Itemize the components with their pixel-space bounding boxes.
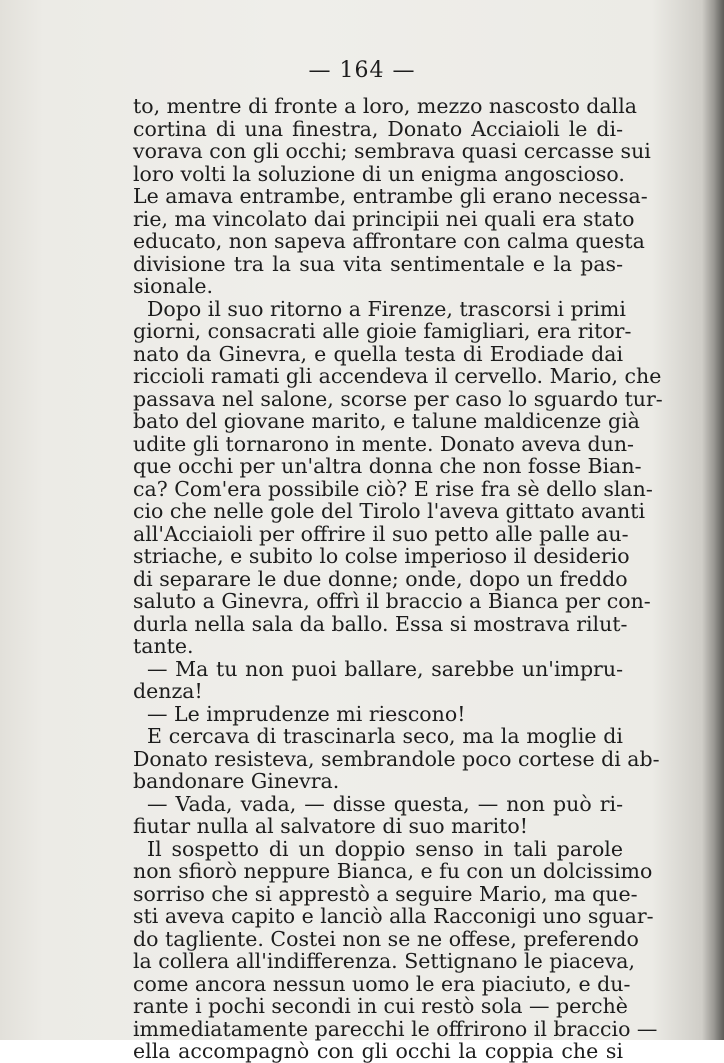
text-line: educato, non sapeva affrontare con calma questa [133, 229, 645, 253]
text-line: giorni, consacrati alle gioie famigliari, era ritor- [133, 319, 632, 343]
text-line: ella accompagnò con gli occhi la coppia che si [133, 1039, 623, 1063]
text-line: nato da Ginevra, e quella testa di Erodiade dai [133, 341, 623, 366]
text-line: loro volti la soluzione di un enigma angoscioso. [133, 161, 625, 186]
page-number: — 164 — [308, 58, 416, 83]
text-line: rie, ma vincolato dai principii nei quali era stato [133, 206, 635, 231]
text-line: E cercava di trascinarla seco, ma la moglie di [147, 724, 623, 748]
page-edge-shadow [702, 0, 724, 1040]
text-line: denza! [133, 679, 203, 703]
text-line: striache, e subito lo colse imperioso il desiderio [133, 544, 630, 568]
text-line: vorava con gli occhi; sembrava quasi cercasse sui [133, 139, 651, 163]
text-line: bandonare Ginevra. [133, 769, 340, 793]
text-line: come ancora nessun uomo le era piaciuto, e du- [133, 971, 631, 996]
text-line: non sfiorò neppure Bianca, e fu con un dolcissimo [133, 859, 653, 883]
text-line: divisione tra la sua vita sentimentale e la pas- [133, 251, 623, 276]
text-line: di separare le due donne; onde, dopo un freddo [133, 566, 628, 591]
text-line: — Ma tu non puoi ballare, sarebbe un'impru- [147, 656, 623, 681]
text-line: sti aveva capito e lanciò alla Racconigi uno sguar- [133, 904, 654, 928]
text-line: rante i pochi secondi in cui restò sola — perchè [133, 994, 628, 1018]
text-line: Le amava entrambe, entrambe gli erano necessa- [133, 184, 648, 208]
text-line: bato del giovane marito, e talune maldicenze già [133, 409, 640, 433]
text-line: fiutar nulla al salvatore di suo marito! [133, 814, 528, 838]
text-line: la collera all'indifferenza. Settignano le piaceva, [133, 949, 636, 973]
text-line: sionale. [133, 274, 214, 298]
text-line: — Le imprudenze mi riescono! [147, 701, 466, 726]
text-line: cio che nelle gole del Tirolo l'aveva gittato avanti [133, 499, 646, 523]
text-line: tante. [133, 634, 194, 658]
text-line: immediatamente parecchi le offrirono il braccio — [133, 1016, 658, 1041]
text-line: passava nel salone, scorse per caso lo sguardo tur- [133, 386, 663, 411]
text-line: do tagliente. Costei non se ne offese, preferendo [133, 926, 639, 951]
text-line: ca? Com'era possibile ciò? E rise fra sè dello slan- [133, 476, 653, 501]
text-line: cortina di una finestra, Donato Acciaioli le di- [133, 116, 623, 141]
text-line: — Vada, vada, — disse questa, — non può ri- [147, 791, 623, 816]
text-line: to, mentre di fronte a loro, mezzo nascosto dalla [133, 94, 637, 118]
text-line: all'Acciaioli per offrire il suo petto alle palle au- [133, 521, 629, 546]
text-line: Il sospetto di un doppio senso in tali parole [147, 836, 623, 861]
body-text [133, 94, 663, 1063]
text-line: udite gli tornarono in mente. Donato aveva dun- [133, 431, 634, 456]
text-line: saluto a Ginevra, offrì il braccio a Bianca per con- [133, 589, 651, 613]
text-line: durla nella sala da ballo. Essa si mostrava rilut- [133, 611, 628, 636]
text-line: Donato resisteva, sembrandole poco cortese di ab- [133, 746, 660, 771]
text-line: riccioli ramati gli accendeva il cervello. Mario, che [133, 364, 662, 388]
text-line: Dopo il suo ritorno a Firenze, trascorsi i primi [147, 296, 626, 321]
text-line: sorriso che si apprestò a seguire Mario, ma que- [133, 881, 638, 906]
text-line: que occhi per un'altra donna che non fosse Bian- [133, 454, 642, 478]
